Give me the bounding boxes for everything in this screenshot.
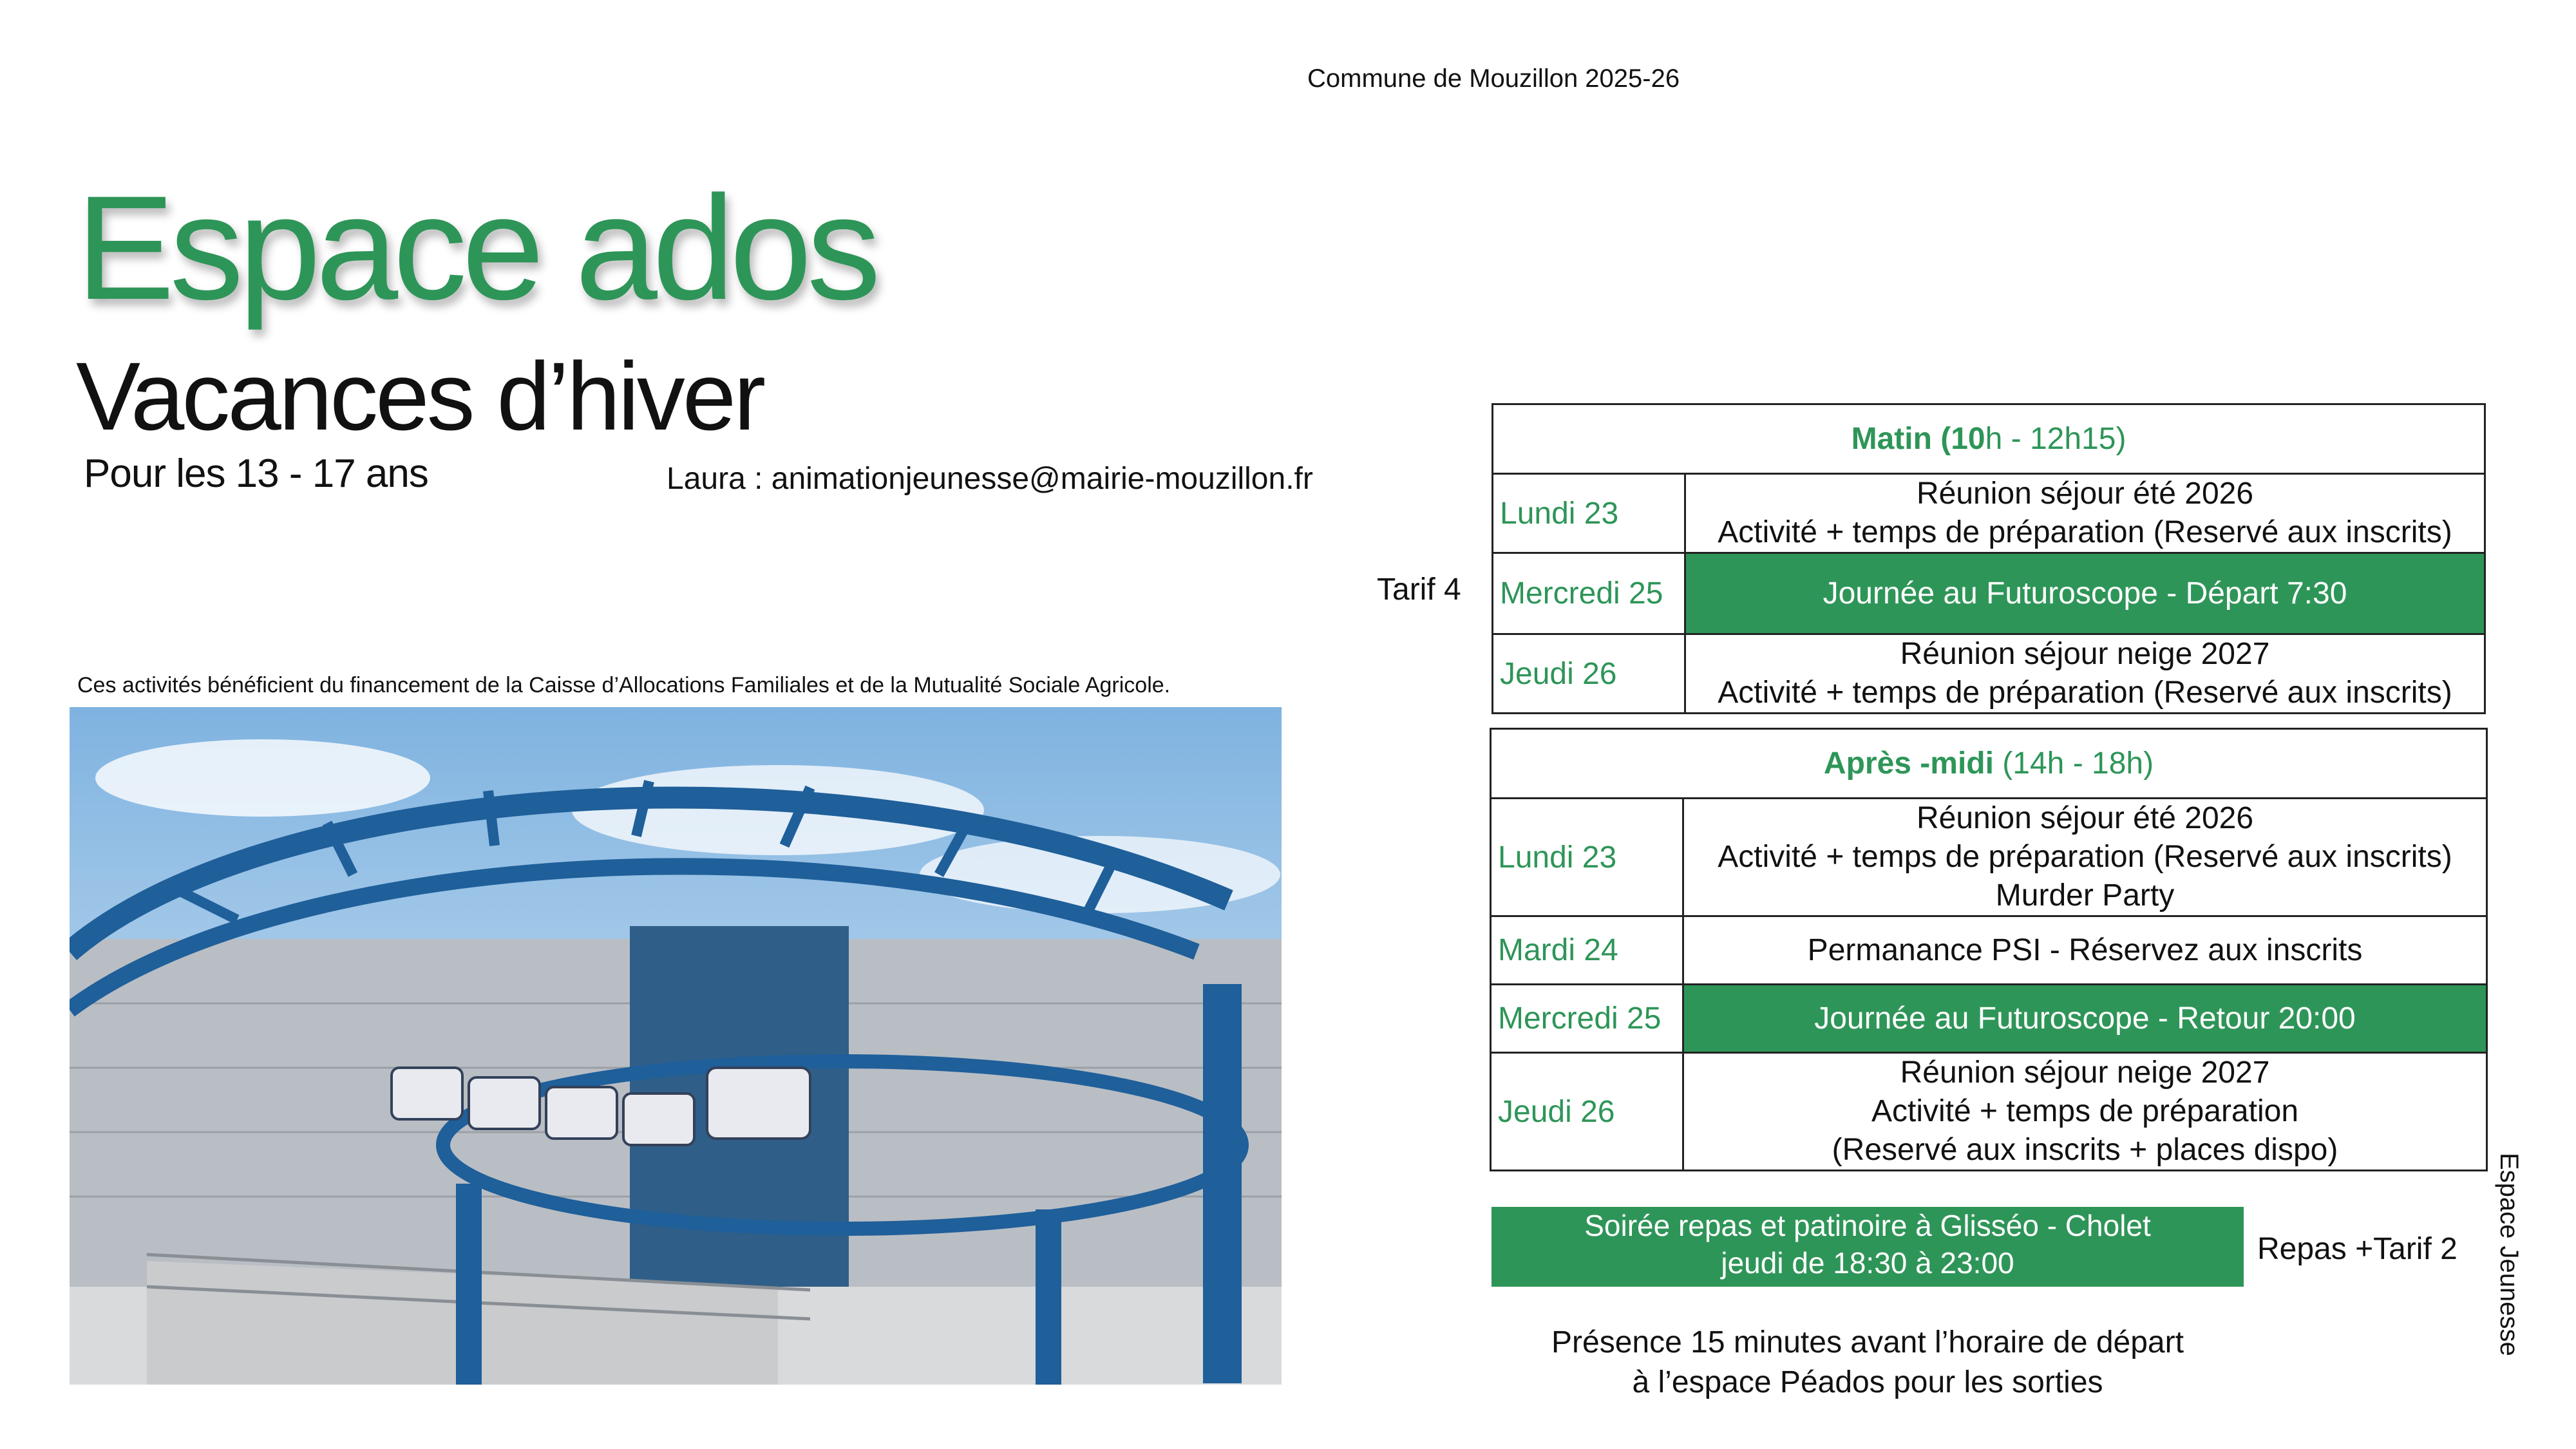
morning-header-bold: Matin (10: [1851, 422, 1985, 456]
activity-line: Réunion séjour neige 2027: [1900, 1056, 2270, 1090]
evening-line: jeudi de 18:30 à 23:00: [1721, 1246, 2014, 1280]
activity-line: Activité + temps de préparation (Reservé aux inscrits): [1718, 515, 2452, 549]
table-row: [1491, 916, 2487, 985]
activity-cell: [1683, 1053, 2487, 1171]
table-row: [1493, 553, 2485, 634]
morning-header-rest: h - 12h15): [1985, 422, 2126, 456]
day-cell: Mardi 24: [1491, 916, 1683, 985]
day-cell: Mercredi 25: [1491, 985, 1683, 1053]
presence-note: [1481, 1323, 2254, 1403]
page-title: Espace ados: [76, 165, 876, 330]
side-label: Espace Jeunesse: [2495, 1153, 2523, 1356]
day-cell: Lundi 23: [1493, 474, 1685, 553]
table-row: [1491, 985, 2487, 1053]
table-row: [1493, 634, 2485, 714]
page-subtitle: Vacances d’hiver: [76, 342, 764, 450]
day-cell: Jeudi 26: [1493, 634, 1685, 714]
evening-price: Repas +Tarif 2: [2257, 1232, 2458, 1266]
activity-line: Activité + temps de préparation (Reservé aux inscrits): [1718, 676, 2452, 710]
contact-email: Laura : animationjeunesse@mairie-mouzillon.fr: [667, 462, 1313, 496]
tarif-morning: Tarif 4: [1377, 573, 1461, 607]
activity-cell: [1685, 634, 2485, 714]
day-cell: Lundi 23: [1491, 799, 1683, 916]
afternoon-header-bold: Après -midi: [1823, 746, 1994, 781]
roller-coaster-illustration: [70, 707, 1282, 1385]
table-row: [1493, 474, 2485, 553]
funding-note: Ces activités bénéficient du financement de la Caisse d’Allocations Familiales et de la Mutualité Sociale Agricole.: [77, 673, 1171, 697]
activity-line: Activité + temps de préparation (Reservé aux inscrits): [1718, 840, 2452, 874]
day-cell: Jeudi 26: [1491, 1053, 1683, 1171]
roller-coaster-photo: [70, 707, 1282, 1385]
evening-event-banner: [1492, 1207, 2244, 1287]
activity-line: Murder Party: [1995, 878, 2175, 913]
day-cell: Mercredi 25: [1493, 553, 1685, 634]
morning-schedule-table: [1492, 403, 2486, 714]
table-row: [1491, 1053, 2487, 1171]
activity-line: Activité + temps de préparation: [1871, 1094, 2299, 1128]
activity-cell: [1685, 474, 2485, 553]
age-range: Pour les 13 - 17 ans: [84, 451, 428, 496]
afternoon-header: [1491, 729, 2487, 799]
evening-line: Soirée repas et patinoire à Glisséo - Cholet: [1584, 1209, 2151, 1242]
activity-line: Réunion séjour neige 2027: [1900, 637, 2270, 671]
activity-cell: [1683, 799, 2487, 916]
table-row: [1491, 799, 2487, 916]
activity-line: Réunion séjour été 2026: [1916, 801, 2254, 835]
afternoon-schedule-table: [1490, 728, 2488, 1171]
afternoon-header-rest: (14h - 18h): [1993, 746, 2154, 781]
activity-cell-highlight: Journée au Futuroscope - Départ 7:30: [1685, 553, 2485, 634]
activity-cell-highlight: Journée au Futuroscope - Retour 20:00: [1683, 985, 2487, 1053]
activity-cell: Permanance PSI - Réservez aux inscrits: [1683, 916, 2487, 985]
activity-line: (Reservé aux inscrits + places dispo): [1832, 1133, 2338, 1167]
activity-line: Réunion séjour été 2026: [1916, 477, 2254, 511]
presence-line: Présence 15 minutes avant l’horaire de départ: [1551, 1325, 2184, 1359]
commune-header: Commune de Mouzillon 2025-26: [1307, 64, 1680, 93]
morning-header: [1493, 404, 2485, 474]
presence-line: à l’espace Péados pour les sorties: [1632, 1365, 2103, 1399]
